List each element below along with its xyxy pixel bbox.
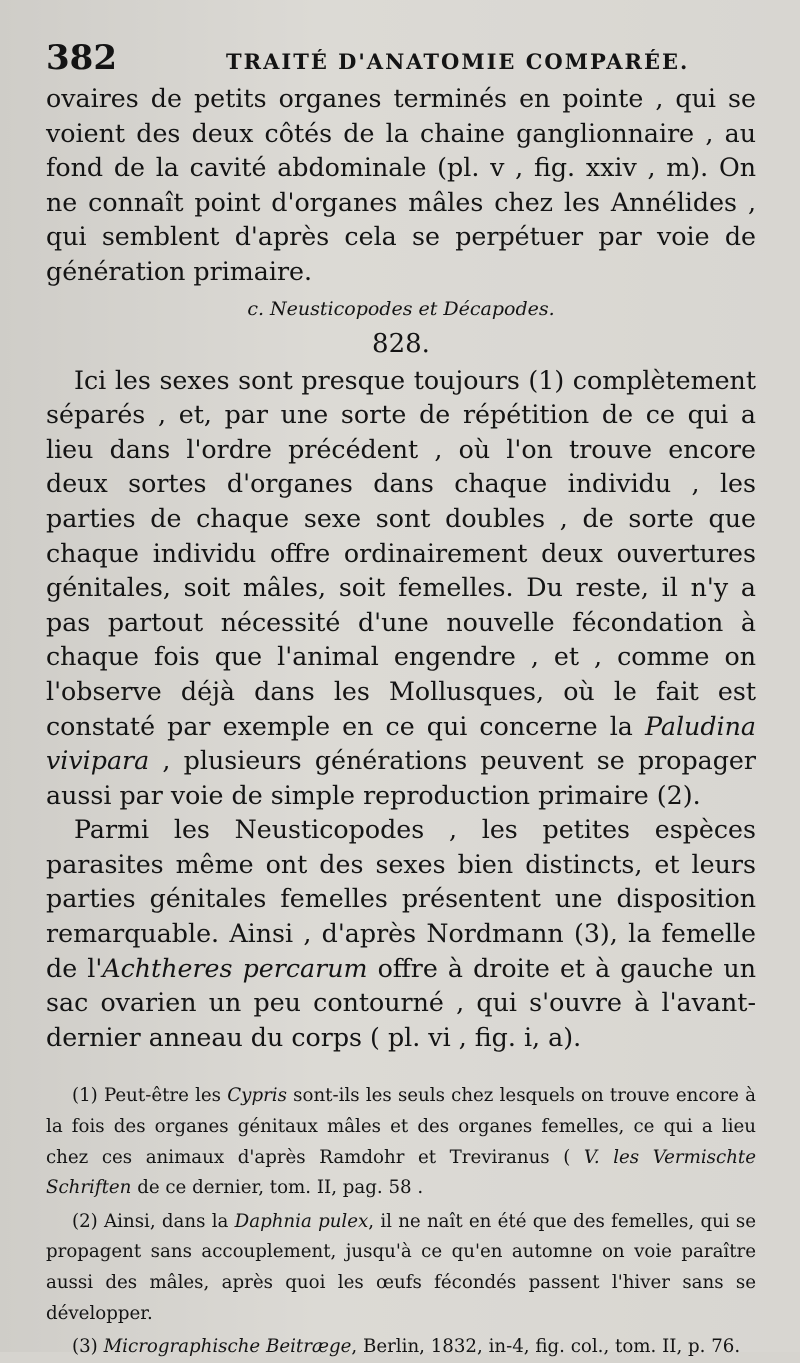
paragraph-text: Ici les sexes sont presque toujours (1) complètement séparés , et, par une sorte de répétition de ce qui a lieu dans l'ordre précédent , où l'on trouve encore deux sortes d'organes dans chaque individu , les parties de chaque sexe sont doubles , de sorte que chaque individu offre ordinairement deux ouvertures génitales, soit mâles, soit femelles. Du reste, il n'y a pas partout nécessité d'une nouvelle fécondation à chaque fois que l'animal engendre , et , comme on l'observe déjà dans les Mollusques, où le fait est constaté par exemple en ce qui concerne la — [46, 365, 756, 741]
footnotes — [46, 1081, 756, 1362]
footnote-text: , il ne naît en été que des femelles, qui se propagent sans accouplement, jusqu'à ce qu'en automne on voie paraître aussi des mâles, après quoi les œufs fécondés passent l'hiver sans se développer. — [46, 1210, 756, 1324]
paragraph-text: Parmi les Neusticopodes , les petites espèces parasites même ont des sexes bien distincts, et leurs parties génitales femelles présentent une disposition remarquable. Ainsi , d'après Nordmann (3), la femelle de l' — [46, 815, 756, 983]
section-number: 828. — [372, 328, 430, 359]
footnote-text: sont-ils les seuls chez lesquels on trouve encore à la fois des organes génitaux mâles et des organes femelles, ce qui a lieu chez ces animaux d'après Ramdohr et Treviranus ( — [46, 1085, 756, 1168]
footnote-3 — [46, 1332, 756, 1363]
paragraph-text: offre à droite et à gauche un sac ovarien un peu contourné , qui s'ouvre à l'avant-dernier anneau du corps ( pl. vi , fig. i, a). — [46, 953, 757, 1052]
species-name: Achtheres percarum — [102, 953, 368, 983]
paragraph-neusticopodes — [46, 813, 756, 1055]
page-number: 382 — [46, 38, 117, 78]
footnote-text: (2) Ainsi, dans la — [72, 1210, 229, 1232]
running-head: TRAITÉ D'ANATOMIE COMPARÉE. — [226, 49, 690, 74]
subsection-heading: c. Neusticopodes et Décapodes. — [247, 297, 555, 320]
species-name: Paludina vivipara — [46, 711, 757, 776]
book-title: Micrographische Beitræge — [103, 1336, 352, 1358]
species-name: Daphnia pulex — [234, 1210, 369, 1232]
footnote-1 — [46, 1081, 756, 1203]
paragraph-continuation: ovaires de petits organes terminés en pointe , qui se voient des deux côtés de la chaine ganglionnaire , au fond de la cavité abdominale (pl. v , fig. xxiv , m). On ne connaît point d'organes mâles chez les Annélides , qui semblent d'après cela se perpétuer par voie de génération primaire. — [46, 84, 756, 286]
footnote-reference: V. les Vermischte Schriften — [46, 1146, 756, 1199]
footnote-2 — [46, 1207, 756, 1329]
paragraph-sexes — [46, 364, 756, 814]
paragraph-text: , plusieurs générations peuvent se propager aussi par voie de simple reproduction primaire (2). — [46, 746, 756, 810]
main-text — [46, 82, 756, 1055]
genus-name: Cypris — [227, 1085, 287, 1107]
footnote-text: de ce dernier, tom. II, pag. 58 . — [137, 1177, 424, 1199]
footnote-text: (1) Peut-être les — [72, 1085, 222, 1107]
footnote-text: (3) — [72, 1336, 98, 1358]
footnote-text: , Berlin, 1832, in-4, fig. col., tom. II, p. 76. — [351, 1336, 741, 1358]
page-header — [46, 38, 756, 82]
